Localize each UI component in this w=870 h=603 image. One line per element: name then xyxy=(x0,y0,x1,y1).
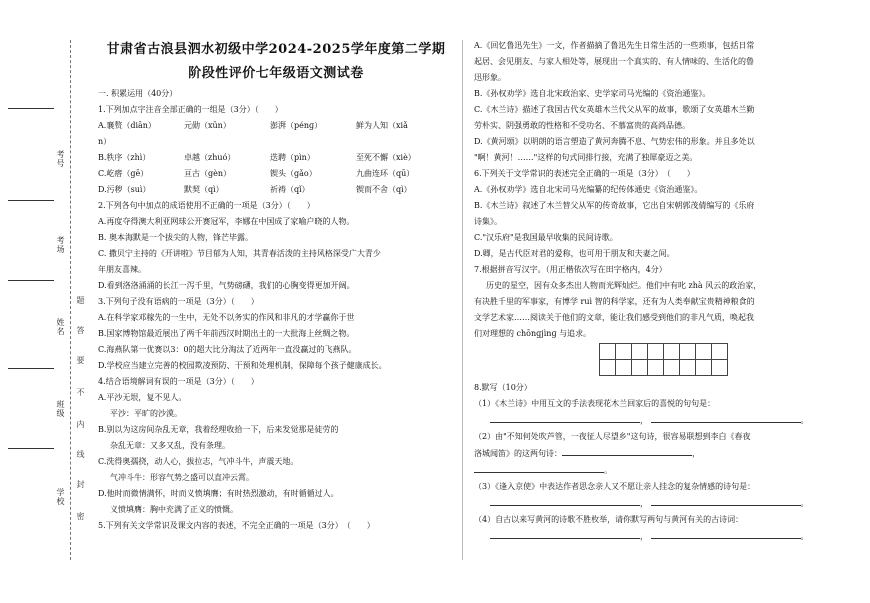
q7-passage-1: 历史的星空，因有众多杰出人物而光辉灿烂。他们中有叱 zhà 风云的政治家， xyxy=(486,281,762,290)
q7-passage-3: 文学艺术家……阅读关于他们的文章，能让我们感受到他们的非凡气质，唤起我 xyxy=(474,313,754,322)
seal-char-7: 答 xyxy=(76,326,85,334)
q5-a: A.《回忆鲁迅先生》一文，作者描摘了鲁迅先生日常生活的一些琐事，包括日常 xyxy=(474,41,755,50)
q1-d3: 祈祷（qǐ） xyxy=(270,185,310,194)
q3-c: C.海燕队第一优赛以3：0的超大比分淘汰了近两年一直没赢过的飞燕队。 xyxy=(98,345,357,354)
class-label: 班级 xyxy=(56,400,65,418)
grid-cell[interactable] xyxy=(615,359,632,376)
q5-d-cont: "啊！黄河！……"这样的句式同排行接，充满了独犀豪迈之美。 xyxy=(474,153,698,162)
q2-b: B. 奥本海默是一个拔尖的人物，锋芒毕露。 xyxy=(98,233,253,242)
q8-4: （4）自古以来写黄河的诗歌不胜枚举，请你默写两句与黄河有关的古诗词： xyxy=(474,515,744,524)
q3-b: B.国家博物馆最近展出了两千年前西汉时期出土的一大批海上丝绸之物。 xyxy=(98,329,355,338)
q5-a-cont1: 起居、会见朋友、与家人相处等，展现出一个真实的、有人情味的、生活化的鲁 xyxy=(474,57,754,66)
answer-blank[interactable] xyxy=(651,412,801,423)
q4-c-gloss: 气冲斗牛：形容气势之盛可以直冲云霄。 xyxy=(110,473,254,482)
q5-c: C.《木兰诗》描述了我国古代女英雄木兰代父从军的故事，歌颂了女英雄木兰勤 xyxy=(474,105,755,114)
q5-stem: 5.下列有关文学常识及课文内容的表述，不完全正确的一项是（3分） （ ） xyxy=(98,521,375,530)
seal-char-8: 题 xyxy=(76,296,85,304)
q7-passage-4: 们对理想的 chōnɡjìnɡ 与追求。 xyxy=(474,329,592,338)
q3-stem: 3.下列句子没有语病的一项是（3分）（ ） xyxy=(98,297,259,306)
grid-cell[interactable] xyxy=(679,359,696,376)
q3-d: D.学校应当建立完善的校园欺凌预防、干预和处理机制，保障每个孩子健康成长。 xyxy=(98,361,387,370)
answer-blank[interactable] xyxy=(474,462,604,473)
grid-cell[interactable] xyxy=(631,359,648,376)
class-line xyxy=(8,368,54,369)
q8-2-answer: 。 xyxy=(474,462,834,479)
q1-b1: B.秩序（zhì） xyxy=(98,153,151,162)
q8-3-answer: ， 。 xyxy=(474,495,834,512)
grid-cell[interactable] xyxy=(679,343,696,360)
answer-blank[interactable] xyxy=(651,495,801,506)
grid-cell[interactable] xyxy=(695,359,712,376)
q8-3: （3）《逢入京使》中表达作者思念亲人又不愿让亲人挂念的复杂情感的诗句是： xyxy=(474,482,756,491)
q1-row-c xyxy=(98,166,454,182)
seat-label: 考号 xyxy=(56,150,65,168)
q3-a: A.在科学家邓稼先的一生中，无处不以务实的作风和非凡的才学赢你于世 xyxy=(98,313,355,322)
q4-stem: 4.结合语境解词有误的一项是（3分）（ ） xyxy=(98,377,259,386)
binding-margin xyxy=(0,0,92,603)
exam-room-label: 考场 xyxy=(56,236,65,254)
column-divider xyxy=(462,40,463,560)
q2-stem: 2.下列各句中加点的成语使用不正确的一项是（3分）（ ） xyxy=(98,201,315,210)
grid-cell[interactable] xyxy=(631,343,648,360)
answer-blank[interactable] xyxy=(490,528,640,539)
seal-char-1: 密 xyxy=(76,512,85,520)
q1-stem: 1.下列加点字注音全部正确的一组是（3分）（ ） xyxy=(98,105,283,114)
q2-c-cont: 年朋友喜辣。 xyxy=(98,265,146,274)
q2-c: C. 撒贝宁主持的《开讲啦》节目郁为人知，其青春活泼的主持风格深受广大青少 xyxy=(98,249,381,258)
seal-char-2: 封 xyxy=(76,480,85,488)
q5-d: D.《黄河颂》以明朗的语言塑造了黄河奔腾不息、气势宏伟的形象。并且多处以 xyxy=(474,137,755,146)
left-column xyxy=(98,38,454,534)
name-label: 姓名 xyxy=(56,318,65,336)
grid-cell[interactable] xyxy=(647,343,664,360)
q8-2-cont: 洛城闻笛》的这两句诗： ， xyxy=(474,445,834,462)
q6-d: D.卿，是古代臣对君的爱称，也可用于朋友和夫妻之间。 xyxy=(474,249,675,258)
q8-4-answer: ， 。 xyxy=(474,528,834,545)
q1-c4: 九曲连环（qū） xyxy=(356,169,415,178)
q1-a2: 元勋（xūn） xyxy=(184,121,231,130)
q6-stem: 6.下列关于文学常识的表述完全正确的一项是（3分） （ ） xyxy=(474,169,695,178)
seal-dashed-line xyxy=(70,40,71,560)
q1-a1: A.襄赘（diān） xyxy=(98,121,156,130)
q6-b: B.《木兰诗》叙述了木兰替父从军的传奇故事，它出自宋朝郭茂倩编写的《乐府 xyxy=(474,201,755,210)
grid-cell[interactable] xyxy=(615,343,632,360)
grid-cell[interactable] xyxy=(663,343,680,360)
q4-c: C.洗得奥孺挠，动人心，拔拉志，气冲斗牛，声震天地。 xyxy=(98,457,299,466)
seat-line xyxy=(8,108,54,109)
answer-blank[interactable] xyxy=(651,528,801,539)
grid-cell[interactable] xyxy=(599,359,616,376)
seal-char-4: 内 xyxy=(76,420,85,428)
name-line xyxy=(8,280,54,281)
exam-room-line xyxy=(8,200,54,201)
school-line xyxy=(8,448,54,449)
grid-cell[interactable] xyxy=(599,343,616,360)
q5-a-cont2: 迅形象。 xyxy=(474,73,506,82)
q8-stem: 8.默写（10分） xyxy=(474,383,532,392)
q1-b3: 迭聘（pìn） xyxy=(270,153,315,162)
grid-cell[interactable] xyxy=(647,359,664,376)
q1-b4: 至死不懈（xiè） xyxy=(356,153,416,162)
q1-d1: D.污秽（suì） xyxy=(98,185,151,194)
q1-c2: 亘古（gèn） xyxy=(184,169,232,178)
q4-d-gloss: 义愤填膺：胸中充满了正义的愤慨。 xyxy=(110,505,238,514)
q1-d2: 默契（qì） xyxy=(184,185,224,194)
q5-b: B.《孙权劝学》选自北宋政治家、史学家司马光编的《资治通鉴》。 xyxy=(474,89,711,98)
q2-a: A.再度夺得澳大利亚网球公开赛冠军，李娜在中国成了家喻户晓的人物。 xyxy=(98,217,355,226)
school-label: 学校 xyxy=(56,488,65,506)
q1-a3: 澎湃（pénɡ） xyxy=(270,121,323,130)
q6-b-cont: 诗集》。 xyxy=(474,217,502,226)
q1-row-b xyxy=(98,150,454,166)
q1-b2: 卓越（zhuó） xyxy=(184,153,236,162)
q4-b-gloss: 杂乱无章：又多又乱，没有条理。 xyxy=(110,441,230,450)
answer-blank[interactable] xyxy=(490,495,640,506)
q8-1: （1）《木兰诗》中用互文的手法表现花木兰回家后的喜悦的句句是： xyxy=(474,399,716,408)
q5-c-cont: 劳朴实、阴强勇敢的性格和不受功名、不慕富贵的高尚品德。 xyxy=(474,121,690,130)
q4-a: A.平沙无垠，复不见人。 xyxy=(98,393,187,402)
q1-row-d xyxy=(98,182,454,198)
title-line-1: 甘肃省古浪县泗水初级中学2024-2025学年度第二学期 xyxy=(106,42,446,57)
q7-passage-2: 有决胜千里的军事家，有博学 ruì 智的科学家，还有为人类奉献宝贵精神粮食的 xyxy=(474,297,755,306)
right-column xyxy=(474,38,834,545)
q6-a: A.《孙权劝学》选自北宋司马光编纂的纪传体通史《资治通鉴》。 xyxy=(474,185,703,194)
grid-cell[interactable] xyxy=(663,359,680,376)
q8-2: （2）由"不知何处吹芦管，一夜征人尽望乡"这句诗，很容易联想到李白《春夜 xyxy=(474,432,751,441)
grid-cell[interactable] xyxy=(711,343,728,360)
q1-row-a-wrap: n） xyxy=(98,137,112,146)
q6-c: C."汉乐府"是我国最早收集的民间诗歌。 xyxy=(474,233,618,242)
title-line-2: 阶段性评价七年级语文测试卷 xyxy=(188,66,364,81)
q2-d: D.看到洛洛涌涌的长江一泻千里，气势磅礴，我们的心胸变得更加开阔。 xyxy=(98,281,355,290)
q1-c3: 锲头（gǎo） xyxy=(270,169,317,178)
q1-row-a xyxy=(98,118,454,134)
q1-c1: C.屹瘩（gē） xyxy=(98,169,149,178)
grid-cell[interactable] xyxy=(711,359,728,376)
q1-a4: 鲜为人知（xiǎ xyxy=(356,121,408,130)
seal-char-5: 不 xyxy=(76,388,85,396)
tian-zi-grid[interactable] xyxy=(600,344,728,376)
answer-blank[interactable] xyxy=(562,445,692,456)
seal-char-6: 要 xyxy=(76,356,85,364)
q4-d: D.他时而微情满怀，时而义愤填膺；有时热烈激动，有时循循过人。 xyxy=(98,489,339,498)
answer-blank[interactable] xyxy=(490,412,640,423)
grid-cell[interactable] xyxy=(695,343,712,360)
q4-a-gloss: 平沙：平旷的沙漠。 xyxy=(110,409,182,418)
seal-char-3: 线 xyxy=(76,450,85,458)
section-heading: 一. 积累运用（40分） xyxy=(98,89,178,98)
q7-stem: 7.根据拼音写汉字。（用正楷依次写在田字格内，4分） xyxy=(474,265,667,274)
q8-1-answer: ， 。 xyxy=(474,412,834,429)
q4-b: B.别以为这房间杂乱无章，我着经理收拾一下，后来发觉那是徒劳的 xyxy=(98,425,339,434)
q1-d4: 锲而不舍（qì） xyxy=(356,185,412,194)
